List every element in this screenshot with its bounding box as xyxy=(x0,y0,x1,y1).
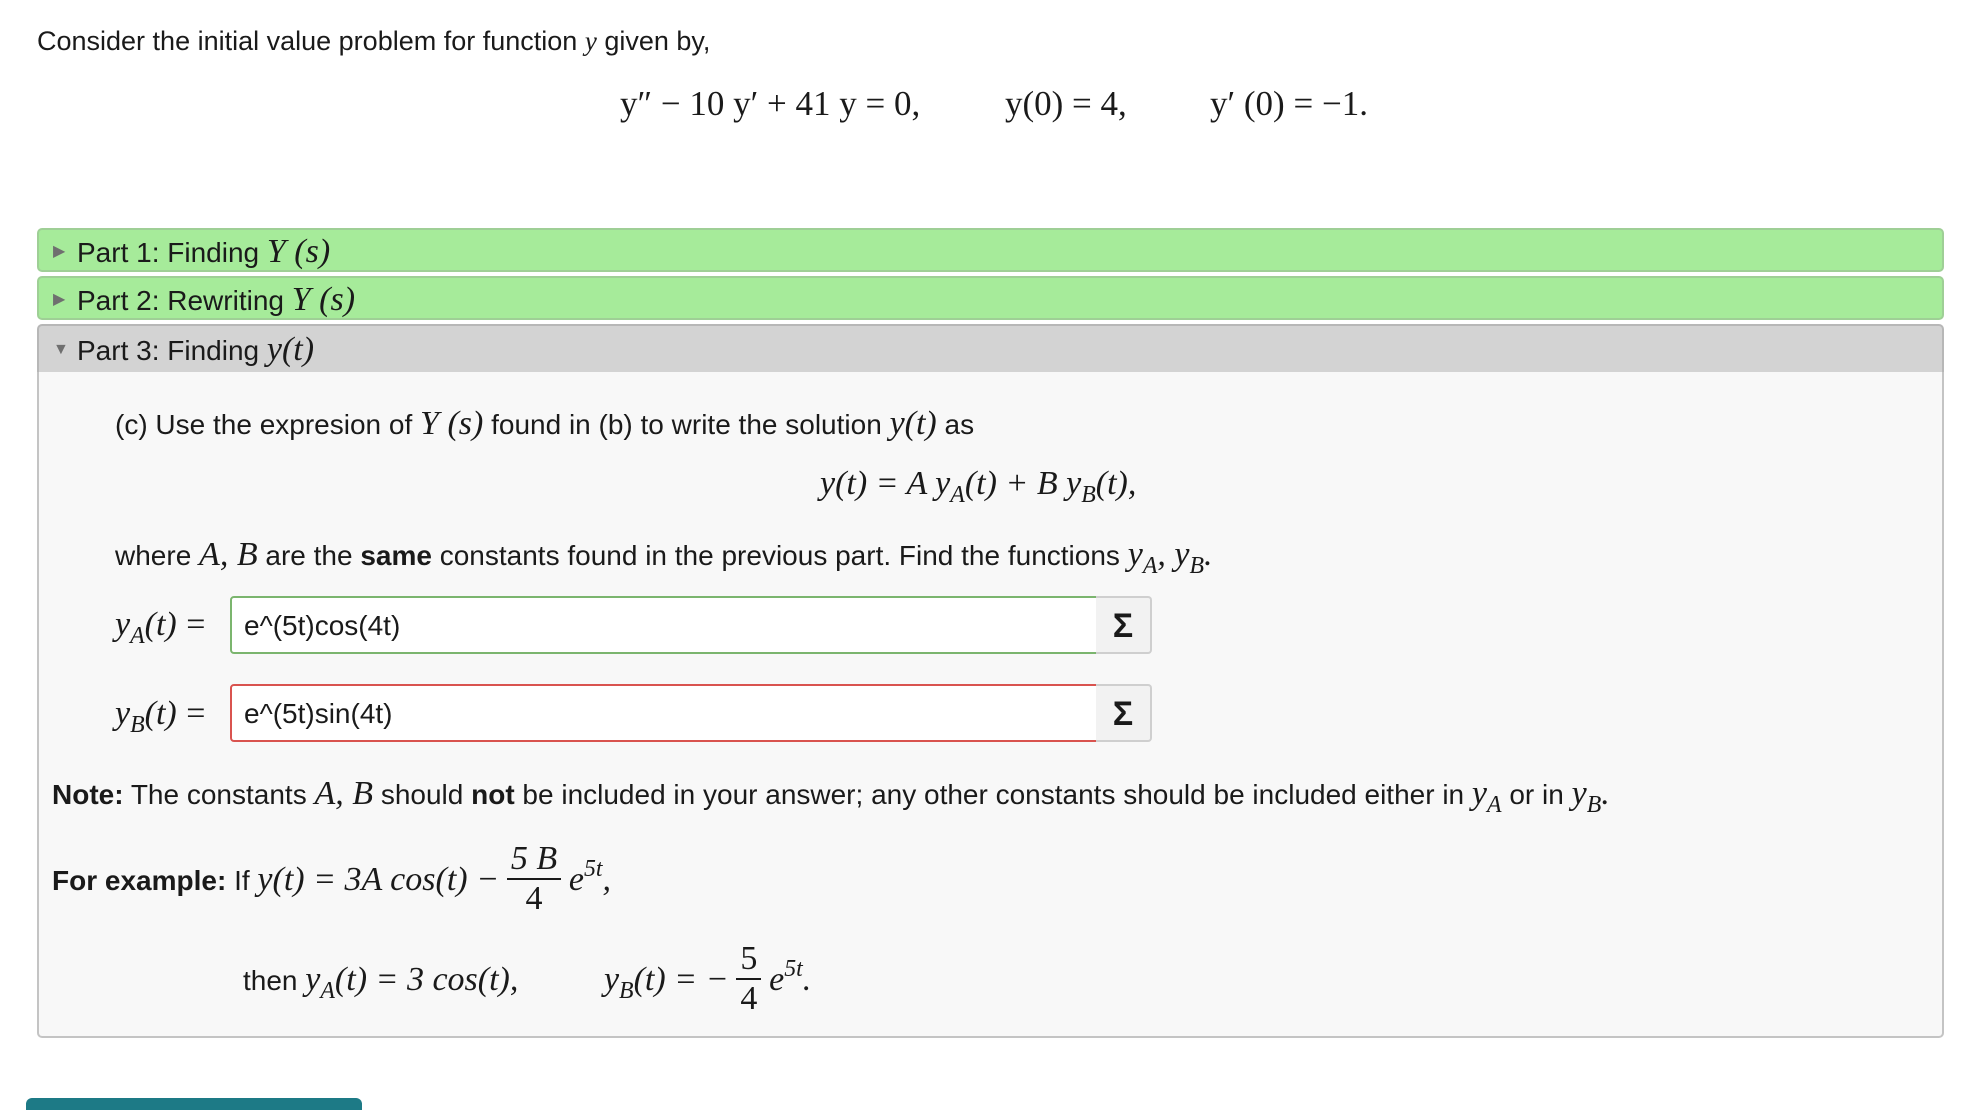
note-text: Note: The constants A, B should not be included in your answer; any other constants should be included either in $y_A$ or in $y_B$. xyxy=(52,775,1610,819)
then-fraction: $\frac{5}{4}$ xyxy=(736,940,761,1017)
initial-condition-2: y′ (0) = −1. xyxy=(1210,84,1368,123)
ivp-equations xyxy=(0,84,1986,134)
problem-intro: Consider the initial value problem for function y given by, xyxy=(37,26,711,56)
part-2-header[interactable]: ▶ Part 2: Rewriting Y (s) xyxy=(37,276,1944,320)
caret-down-icon: ▼ xyxy=(53,341,69,358)
example-text: For example: If y(t) = 3A cos(t) − $\frac{5 B}{4}$ $e^{5t}$, xyxy=(52,840,611,917)
sigma-equation-editor-button[interactable]: Σ xyxy=(1096,684,1152,742)
part-c-prompt: (c) Use the expresion of Y (s) found in (b) to write the solution y(t) as xyxy=(115,405,975,442)
caret-right-icon: ▶ xyxy=(53,291,66,308)
intro-var: y xyxy=(584,26,597,56)
ya-answer-input[interactable]: e^(5t)cos(4t) xyxy=(230,596,1098,654)
submit-button[interactable] xyxy=(26,1098,362,1110)
sigma-equation-editor-button[interactable]: Σ xyxy=(1096,596,1152,654)
example-fraction: $\frac{5 B}{4}$ xyxy=(507,840,561,917)
yb-label: $y_B(t)$ = xyxy=(115,695,206,739)
example-then: then $y_A(t) = 3$ cos(t), $y_B(t)$ = − $\frac{5}{4}$ $e^{5t}$. xyxy=(243,940,812,1017)
caret-right-icon: ▶ xyxy=(53,243,66,260)
initial-condition-1: y(0) = 4, xyxy=(1005,84,1127,123)
ya-label: $y_A(t)$ = xyxy=(115,606,206,650)
yb-answer-input[interactable]: e^(5t)sin(4t) xyxy=(230,684,1098,742)
part-3-header[interactable]: ▼ Part 3: Finding y(t) xyxy=(37,324,1944,374)
ode-equation: y″ − 10 y′ + 41 y = 0, xyxy=(620,84,921,123)
where-sentence: where A, B are the same constants found in the previous part. Find the functions $y_A$, $y_B$. xyxy=(115,536,1213,580)
part-1-header[interactable]: ▶ Part 1: Finding Y (s) xyxy=(37,228,1944,272)
solution-form: y(t) = A $y_A(t) + B$ $y_B(t)$, xyxy=(820,465,1137,509)
